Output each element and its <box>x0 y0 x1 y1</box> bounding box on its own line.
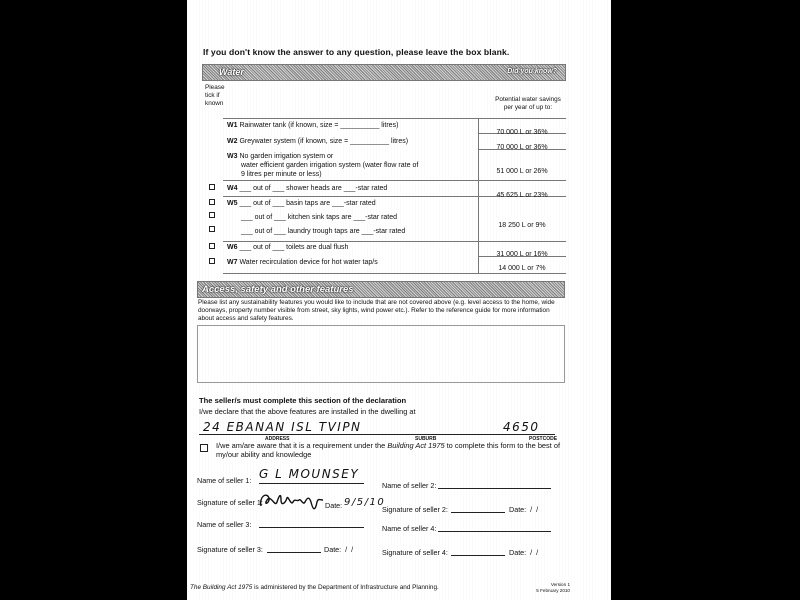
seller4-name-line[interactable] <box>438 531 551 532</box>
saving-w3: 51 000 L or 26% <box>496 168 548 175</box>
postcode-label: POSTCODE <box>529 436 558 442</box>
water-section-bar <box>202 64 566 81</box>
access-features-field[interactable] <box>197 325 565 383</box>
seller3-signature-label: Signature of seller 3: <box>197 545 263 554</box>
checkbox-w5-laundry[interactable] <box>209 226 215 232</box>
water-row-w1: W1 Rainwater tank (if known, size = __________ litres) <box>227 122 399 129</box>
saving-w2: 70 000 L or 36% <box>496 144 548 151</box>
water-row-w2: W2 Greywater system (if known, size = __________ litres) <box>227 138 409 145</box>
seller2-signature-line[interactable] <box>451 512 505 513</box>
grid-line <box>223 273 566 274</box>
seller1-date-label: Date: <box>325 501 343 510</box>
checkbox-w5-basin[interactable] <box>209 199 215 205</box>
savings-header: Potential water savings per year of up to: <box>495 96 561 111</box>
seller4-signature-line[interactable] <box>451 555 505 556</box>
seller4-signature-label: Signature of seller 4: <box>382 548 448 557</box>
address-line <box>199 434 555 435</box>
grid-line <box>223 241 566 242</box>
postcode-handwritten[interactable]: 4650 <box>503 420 540 434</box>
footer-version: Version 1 5 February 2010 <box>536 582 570 593</box>
seller4-date-label[interactable]: Date: / / <box>509 548 539 557</box>
seller1-name-value[interactable]: G L MOUNSEY <box>259 467 360 481</box>
access-section-title: Access, safety and other features <box>202 284 354 295</box>
aware-checkbox[interactable] <box>200 444 208 452</box>
seller1-name-label: Name of seller 1: <box>197 476 252 485</box>
saving-w5: 18 250 L or 9% <box>498 222 546 229</box>
seller2-signature-label: Signature of seller 2: <box>382 505 448 514</box>
seller2-name-label: Name of seller 2: <box>382 481 437 490</box>
access-instructions: Please list any sustainability features you would like to include that are not covered above (e.g. level access to the home, wide doorways, property number visible from street, sky lights, wind power etc.). Refer to the reference guide for more information about access and safety features. <box>198 299 555 322</box>
suburb-label: SUBURB <box>415 436 437 442</box>
footer-act-note: The Building Act 1975 is administered by the Department of Infrastructure and Planning. <box>190 584 439 591</box>
seller2-date-label[interactable]: Date: / / <box>509 505 539 514</box>
checkbox-w5-kitchen[interactable] <box>209 212 215 218</box>
seller3-name-line[interactable] <box>259 527 364 528</box>
please-tick-label: Please tick if known <box>205 84 225 107</box>
water-row-w5: W5 ___ out of ___ basin taps are ___-star rated ___ out of ___ kitchen sink taps are ___-star rated ___ out of ___ laundry trough taps are ___-star rated <box>227 200 406 235</box>
water-row-w3: W3 No garden irrigation system or water efficient garden irrigation system (water flow rate of 9 litres per minute or less) <box>227 153 419 178</box>
seller2-name-line[interactable] <box>438 488 551 489</box>
saving-w1: 70 000 L or 36% <box>496 129 548 136</box>
did-you-know-label: Did you know? <box>507 68 557 75</box>
saving-w6: 31 000 L or 16% <box>496 251 548 258</box>
grid-line <box>223 118 566 119</box>
header-note: If you don't know the answer to any question, please leave the box blank. <box>203 47 510 57</box>
seller4-name-label: Name of seller 4: <box>382 524 437 533</box>
saving-w4: 45 625 L or 23% <box>496 192 548 199</box>
seller1-signature-label: Signature of seller 1: <box>197 498 263 507</box>
checkbox-w6[interactable] <box>209 243 215 249</box>
water-row-w7: W7 Water recirculation device for hot water tap/s <box>227 259 378 266</box>
grid-line <box>223 180 566 181</box>
checkbox-w7[interactable] <box>209 258 215 264</box>
checkbox-w4[interactable] <box>209 184 215 190</box>
seller1-date-value[interactable]: 9/5/10 <box>344 497 386 508</box>
seller3-signature-line[interactable] <box>267 552 321 553</box>
saving-w7: 14 000 L or 7% <box>498 265 546 272</box>
seller3-date-label[interactable]: Date: / / <box>324 545 354 554</box>
declaration-text: I/we declare that the above features are installed in the dwelling at <box>199 407 416 416</box>
aware-text: I/we am/are aware that it is a requirement under the Building Act 1975 to complete this form to the best of my/our ability and knowledge <box>216 441 561 459</box>
address-handwritten[interactable]: 24 EBANAN ISL TVIPN <box>203 420 362 434</box>
water-section-title: Water <box>219 67 244 77</box>
address-label: ADDRESS <box>265 436 290 442</box>
declaration-heading: The seller/s must complete this section of the declaration <box>199 396 407 405</box>
seller1-name-line <box>259 483 364 484</box>
form-page <box>187 0 611 600</box>
water-row-w6: W6 ___ out of ___ toilets are dual flush <box>227 244 349 251</box>
access-section-bar <box>197 281 565 298</box>
water-row-w4: W4 ___ out of ___ shower heads are ___-star rated <box>227 185 388 192</box>
seller3-name-label: Name of seller 3: <box>197 520 252 529</box>
